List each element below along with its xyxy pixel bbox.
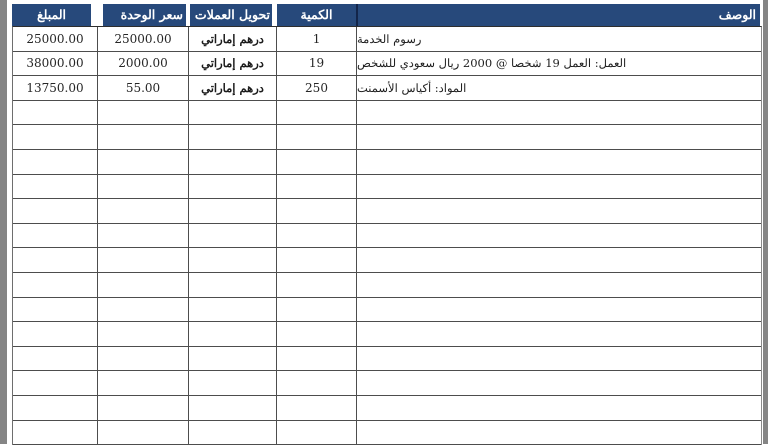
cell-empty-desc[interactable]: [357, 125, 761, 149]
cell-empty-unit[interactable]: [98, 199, 189, 223]
column-header-amount: المبلغ: [12, 4, 91, 26]
cell-empty-unit[interactable]: [98, 396, 189, 420]
cell-empty-unit[interactable]: [98, 175, 189, 199]
cell-quantity[interactable]: 250: [277, 76, 357, 100]
cell-empty-amount[interactable]: [13, 421, 98, 445]
cell-description[interactable]: العمل: العمل 19 شخصا @ 2000 ريال سعودي للشخص: [357, 52, 761, 76]
cell-empty-desc[interactable]: [357, 224, 761, 248]
cell-amount[interactable]: 25000.00: [13, 27, 98, 51]
cell-currency[interactable]: درهم إماراتي: [189, 76, 277, 100]
cell-empty-qty[interactable]: [277, 273, 357, 297]
table-header-row: [12, 4, 762, 26]
cell-amount[interactable]: 13750.00: [13, 76, 98, 100]
cell-empty-qty[interactable]: [277, 421, 357, 445]
cell-empty-desc[interactable]: [357, 248, 761, 272]
cell-empty-unit[interactable]: [98, 371, 189, 395]
cell-empty-unit[interactable]: [98, 298, 189, 322]
cell-empty-conv[interactable]: [189, 273, 277, 297]
column-header-description: الوصف: [356, 4, 760, 26]
cell-description[interactable]: رسوم الخدمة: [357, 27, 761, 51]
table-row-empty: [13, 273, 761, 298]
cell-empty-conv[interactable]: [189, 322, 277, 346]
cell-empty-qty[interactable]: [277, 371, 357, 395]
cell-empty-amount[interactable]: [13, 322, 98, 346]
table-row-empty: [13, 347, 761, 372]
table-row-empty: [13, 298, 761, 323]
cell-empty-desc[interactable]: [357, 175, 761, 199]
cell-empty-qty[interactable]: [277, 224, 357, 248]
invoice-table: [12, 4, 762, 445]
table-row-empty: [13, 371, 761, 396]
cell-empty-unit[interactable]: [98, 224, 189, 248]
cell-empty-amount[interactable]: [13, 248, 98, 272]
cell-empty-conv[interactable]: [189, 150, 277, 174]
cell-unit-price[interactable]: 55.00: [98, 76, 189, 100]
cell-empty-desc[interactable]: [357, 101, 761, 125]
cell-empty-amount[interactable]: [13, 298, 98, 322]
cell-empty-unit[interactable]: [98, 322, 189, 346]
cell-empty-desc[interactable]: [357, 322, 761, 346]
table-body: [12, 26, 762, 445]
cell-empty-amount[interactable]: [13, 371, 98, 395]
table-row: [13, 27, 761, 52]
cell-empty-qty[interactable]: [277, 125, 357, 149]
cell-empty-unit[interactable]: [98, 150, 189, 174]
cell-empty-conv[interactable]: [189, 421, 277, 445]
cell-quantity[interactable]: 19: [277, 52, 357, 76]
cell-empty-desc[interactable]: [357, 371, 761, 395]
cell-empty-unit[interactable]: [98, 273, 189, 297]
table-row-empty: [13, 125, 761, 150]
cell-empty-unit[interactable]: [98, 125, 189, 149]
cell-empty-desc[interactable]: [357, 347, 761, 371]
cell-empty-qty[interactable]: [277, 396, 357, 420]
cell-empty-conv[interactable]: [189, 199, 277, 223]
cell-empty-amount[interactable]: [13, 347, 98, 371]
cell-empty-unit[interactable]: [98, 101, 189, 125]
cell-empty-qty[interactable]: [277, 199, 357, 223]
table-row-empty: [13, 248, 761, 273]
cell-empty-qty[interactable]: [277, 175, 357, 199]
cell-empty-qty[interactable]: [277, 101, 357, 125]
cell-empty-desc[interactable]: [357, 150, 761, 174]
cell-empty-conv[interactable]: [189, 248, 277, 272]
table-row-empty: [13, 322, 761, 347]
cell-unit-price[interactable]: 2000.00: [98, 52, 189, 76]
cell-empty-conv[interactable]: [189, 125, 277, 149]
cell-empty-qty[interactable]: [277, 298, 357, 322]
cell-empty-unit[interactable]: [98, 248, 189, 272]
cell-empty-amount[interactable]: [13, 175, 98, 199]
cell-empty-unit[interactable]: [98, 347, 189, 371]
cell-unit-price[interactable]: 25000.00: [98, 27, 189, 51]
cell-empty-qty[interactable]: [277, 347, 357, 371]
cell-empty-conv[interactable]: [189, 298, 277, 322]
cell-amount[interactable]: 38000.00: [13, 52, 98, 76]
table-row-empty: [13, 396, 761, 421]
cell-empty-conv[interactable]: [189, 224, 277, 248]
table-row-empty: [13, 421, 761, 445]
cell-empty-conv[interactable]: [189, 371, 277, 395]
table-row: [13, 76, 761, 101]
cell-empty-amount[interactable]: [13, 101, 98, 125]
cell-empty-qty[interactable]: [277, 150, 357, 174]
cell-empty-unit[interactable]: [98, 421, 189, 445]
left-gutter: [0, 0, 7, 444]
cell-empty-conv[interactable]: [189, 347, 277, 371]
cell-empty-desc[interactable]: [357, 396, 761, 420]
cell-empty-desc[interactable]: [357, 273, 761, 297]
cell-empty-amount[interactable]: [13, 125, 98, 149]
cell-empty-conv[interactable]: [189, 175, 277, 199]
column-header-quantity: الكمية: [277, 4, 356, 26]
table-row-empty: [13, 199, 761, 224]
table-row: [13, 52, 761, 77]
cell-quantity[interactable]: 1: [277, 27, 357, 51]
cell-empty-amount[interactable]: [13, 273, 98, 297]
cell-empty-amount[interactable]: [13, 396, 98, 420]
table-row-empty: [13, 175, 761, 200]
cell-empty-conv[interactable]: [189, 396, 277, 420]
cell-empty-amount[interactable]: [13, 199, 98, 223]
cell-empty-amount[interactable]: [13, 224, 98, 248]
cell-empty-qty[interactable]: [277, 248, 357, 272]
cell-empty-conv[interactable]: [189, 101, 277, 125]
table-row-empty: [13, 224, 761, 249]
right-gutter: [763, 0, 768, 444]
cell-currency[interactable]: درهم إماراتي: [189, 27, 277, 51]
column-header-unit-price: سعر الوحدة: [103, 4, 186, 26]
cell-empty-desc[interactable]: [357, 421, 761, 445]
table-row-empty: [13, 101, 761, 126]
cell-empty-desc[interactable]: [357, 199, 761, 223]
column-header-currency-conversion: تحويل العملات: [190, 4, 272, 26]
cell-empty-qty[interactable]: [277, 322, 357, 346]
cell-currency[interactable]: درهم إماراتي: [189, 52, 277, 76]
cell-empty-desc[interactable]: [357, 298, 761, 322]
cell-description[interactable]: المواد: أكياس الأسمنت: [357, 76, 761, 100]
table-row-empty: [13, 150, 761, 175]
cell-empty-amount[interactable]: [13, 150, 98, 174]
